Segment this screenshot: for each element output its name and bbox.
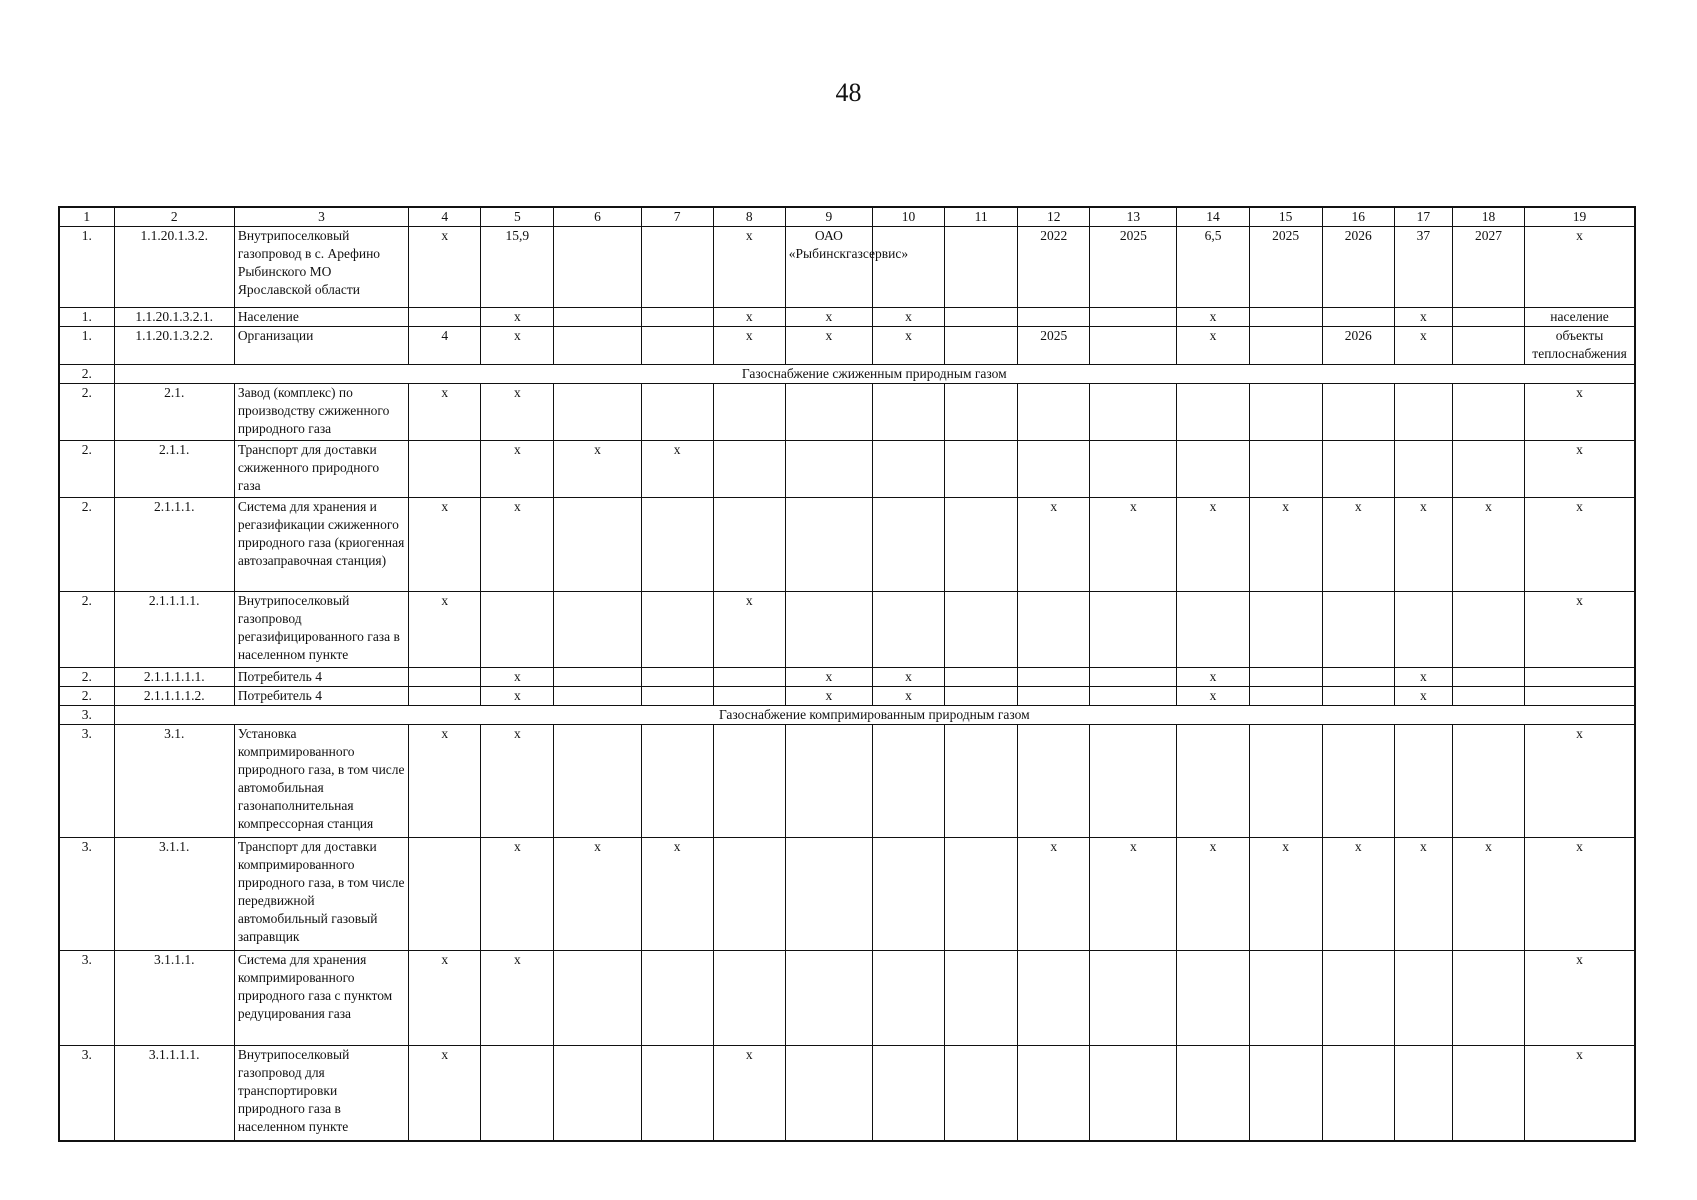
table-cell: x — [872, 308, 944, 327]
table-cell — [554, 327, 641, 365]
table-cell — [554, 384, 641, 441]
table-cell — [641, 725, 713, 838]
table-cell: x — [409, 592, 481, 668]
table-cell — [1322, 951, 1394, 1046]
table-cell — [713, 498, 785, 592]
table-cell — [409, 668, 481, 687]
table-cell — [872, 384, 944, 441]
table-cell: x — [481, 838, 554, 951]
table-cell — [945, 441, 1018, 498]
table-cell — [641, 498, 713, 592]
code-cell: 2.1.1. — [114, 441, 234, 498]
table-cell — [1249, 725, 1322, 838]
table-cell — [1177, 441, 1249, 498]
column-header-9: 9 — [785, 207, 872, 227]
object-name-cell: Потребитель 4 — [234, 668, 408, 687]
table-cell: x — [481, 308, 554, 327]
table-row — [59, 838, 1635, 951]
table-cell — [1249, 308, 1322, 327]
object-name-cell: Организации — [234, 327, 408, 365]
section-row — [59, 365, 1635, 384]
table-cell: 37 — [1394, 227, 1452, 308]
object-name-cell: Внутрипоселковый газопровод в с. Арефино Рыбинского МО Ярославской области — [234, 227, 408, 308]
table-cell — [1452, 308, 1524, 327]
table-cell — [554, 592, 641, 668]
table-cell — [641, 951, 713, 1046]
table-cell — [945, 327, 1018, 365]
table-cell: x — [872, 327, 944, 365]
section-title: Газоснабжение сжиженным природным газом — [114, 365, 1635, 384]
table-cell — [713, 725, 785, 838]
table-cell — [1394, 592, 1452, 668]
table-cell — [872, 725, 944, 838]
table-cell — [1452, 1046, 1524, 1141]
table-cell — [945, 838, 1018, 951]
column-header-18: 18 — [1452, 207, 1524, 227]
object-name-cell: Транспорт для доставки сжиженного природного газа — [234, 441, 408, 498]
table-cell: x — [481, 327, 554, 365]
table-row — [59, 308, 1635, 327]
table-row — [59, 1046, 1635, 1141]
table-cell — [554, 951, 641, 1046]
table-cell: x — [713, 327, 785, 365]
table-cell: x — [1394, 308, 1452, 327]
table-cell: 2. — [59, 498, 114, 592]
table-cell: x — [1394, 327, 1452, 365]
table-cell: x — [409, 1046, 481, 1141]
table-cell: x — [785, 308, 872, 327]
table-cell: x — [872, 668, 944, 687]
table-cell — [409, 687, 481, 706]
table-cell: x — [481, 498, 554, 592]
object-name-cell: Внутрипоселковый газопровод регазифицированного газа в населенном пункте — [234, 592, 408, 668]
code-cell: 1.1.20.1.3.2.2. — [114, 327, 234, 365]
table-cell — [1018, 308, 1090, 327]
table-cell — [1322, 308, 1394, 327]
table-cell — [1452, 668, 1524, 687]
table-cell — [1322, 592, 1394, 668]
table-cell — [641, 327, 713, 365]
table-cell: x — [1090, 838, 1177, 951]
table-row — [59, 327, 1635, 365]
table-cell: x — [1322, 498, 1394, 592]
table-cell: x — [409, 384, 481, 441]
section-title: Газоснабжение компримированным природным газом — [114, 706, 1635, 725]
table-cell: x — [1525, 592, 1635, 668]
table-cell: x — [1525, 441, 1635, 498]
table-cell — [945, 687, 1018, 706]
table-cell — [1090, 327, 1177, 365]
table-cell: x — [409, 498, 481, 592]
table-cell: x — [1394, 498, 1452, 592]
table-row — [59, 668, 1635, 687]
object-name-cell: Система для хранения компримированного природного газа с пунктом редуцирования газа — [234, 951, 408, 1046]
table-cell — [1177, 725, 1249, 838]
table-cell — [945, 592, 1018, 668]
table-cell — [785, 498, 872, 592]
table-cell: 3. — [59, 951, 114, 1046]
section-row — [59, 706, 1635, 725]
object-name-cell: Система для хранения и регазификации сжиженного природного газа (криогенная автозаправочная станция) — [234, 498, 408, 592]
table-cell: 2022 — [1018, 227, 1090, 308]
code-cell: 2.1.1.1.1.1. — [114, 668, 234, 687]
table-cell — [945, 1046, 1018, 1141]
table-cell — [713, 441, 785, 498]
table-cell: x — [713, 592, 785, 668]
column-header-11: 11 — [945, 207, 1018, 227]
table-cell: 15,9 — [481, 227, 554, 308]
table-cell — [1090, 1046, 1177, 1141]
table-cell — [641, 227, 713, 308]
table-row — [59, 951, 1635, 1046]
table-cell — [1018, 1046, 1090, 1141]
table-row — [59, 384, 1635, 441]
table-cell: x — [481, 441, 554, 498]
table-cell — [1090, 384, 1177, 441]
column-header-6: 6 — [554, 207, 641, 227]
table-cell: x — [641, 441, 713, 498]
table-cell: объекты теплоснабжения — [1525, 327, 1635, 365]
table-cell: население — [1525, 308, 1635, 327]
table-cell: x — [1394, 687, 1452, 706]
table-cell — [554, 308, 641, 327]
table-cell — [1090, 592, 1177, 668]
table-body — [59, 227, 1635, 1141]
column-header-19: 19 — [1525, 207, 1635, 227]
table-cell — [713, 838, 785, 951]
table-cell — [785, 838, 872, 951]
table-cell — [1018, 687, 1090, 706]
table-cell — [1018, 592, 1090, 668]
table-cell — [1090, 441, 1177, 498]
table-cell — [1249, 384, 1322, 441]
table-cell — [409, 838, 481, 951]
table-cell: 2. — [59, 441, 114, 498]
section-number: 3. — [59, 706, 114, 725]
table-cell: x — [1177, 687, 1249, 706]
table-cell — [1177, 384, 1249, 441]
table-cell — [1018, 384, 1090, 441]
table-cell — [872, 498, 944, 592]
table-cell: 2025 — [1018, 327, 1090, 365]
table-cell: x — [1525, 838, 1635, 951]
table-cell — [1249, 951, 1322, 1046]
table-cell: x — [1525, 384, 1635, 441]
table-cell — [554, 687, 641, 706]
table-cell: 2027 — [1452, 227, 1524, 308]
gas-supply-table — [58, 206, 1636, 1142]
column-header-1: 1 — [59, 207, 114, 227]
table-cell — [1177, 592, 1249, 668]
table-cell — [785, 441, 872, 498]
table-cell — [1322, 668, 1394, 687]
table-cell: x — [1525, 725, 1635, 838]
code-cell: 3.1. — [114, 725, 234, 838]
table-cell — [945, 668, 1018, 687]
table-cell — [1525, 668, 1635, 687]
page-number: 48 — [835, 78, 862, 107]
table-cell: x — [1177, 668, 1249, 687]
table-cell: x — [713, 227, 785, 308]
table-cell — [1090, 725, 1177, 838]
code-cell: 2.1.1.1. — [114, 498, 234, 592]
table-cell — [409, 308, 481, 327]
table-cell: 4 — [409, 327, 481, 365]
table-cell — [945, 725, 1018, 838]
table-cell: x — [1452, 498, 1524, 592]
code-cell: 1.1.20.1.3.2. — [114, 227, 234, 308]
column-number-row — [59, 207, 1635, 227]
table-row — [59, 227, 1635, 308]
table-cell — [945, 498, 1018, 592]
code-cell: 1.1.20.1.3.2.1. — [114, 308, 234, 327]
table-cell — [641, 384, 713, 441]
table-cell — [785, 592, 872, 668]
table-cell: x — [872, 687, 944, 706]
table-cell — [945, 951, 1018, 1046]
table-cell — [1394, 441, 1452, 498]
object-name-cell: Население — [234, 308, 408, 327]
code-cell: 2.1. — [114, 384, 234, 441]
column-header-8: 8 — [713, 207, 785, 227]
table-cell: x — [481, 668, 554, 687]
column-header-17: 17 — [1394, 207, 1452, 227]
table-cell: x — [554, 838, 641, 951]
column-header-14: 14 — [1177, 207, 1249, 227]
table-cell — [554, 1046, 641, 1141]
table-cell — [1452, 725, 1524, 838]
table-cell: 2025 — [1090, 227, 1177, 308]
column-header-10: 10 — [872, 207, 944, 227]
table-row — [59, 441, 1635, 498]
table-cell: x — [1177, 308, 1249, 327]
code-cell: 3.1.1. — [114, 838, 234, 951]
table-cell — [641, 668, 713, 687]
table-cell — [641, 687, 713, 706]
table-cell: x — [1177, 838, 1249, 951]
table-cell: 2026 — [1322, 327, 1394, 365]
table-row — [59, 592, 1635, 668]
table-cell — [1249, 687, 1322, 706]
table-cell — [1322, 441, 1394, 498]
table-cell — [1322, 725, 1394, 838]
table-cell: 1. — [59, 327, 114, 365]
table-cell — [872, 441, 944, 498]
table-cell — [481, 1046, 554, 1141]
table-cell: 2. — [59, 384, 114, 441]
table-cell: x — [713, 308, 785, 327]
table-cell — [554, 498, 641, 592]
table-cell — [1394, 384, 1452, 441]
table-cell — [1018, 441, 1090, 498]
table-cell: x — [1525, 1046, 1635, 1141]
code-cell: 3.1.1.1. — [114, 951, 234, 1046]
table-cell — [1249, 592, 1322, 668]
table-cell — [1177, 1046, 1249, 1141]
table-row — [59, 725, 1635, 838]
table-cell — [554, 668, 641, 687]
table-cell — [945, 384, 1018, 441]
table-cell — [713, 687, 785, 706]
table-cell: x — [1018, 838, 1090, 951]
table-cell — [1452, 592, 1524, 668]
object-name-cell: Внутрипоселковый газопровод для транспортировки природного газа в населенном пункте — [234, 1046, 408, 1141]
code-cell: 2.1.1.1.1.2. — [114, 687, 234, 706]
table-cell — [1452, 687, 1524, 706]
table-cell: x — [481, 687, 554, 706]
table-cell — [1090, 308, 1177, 327]
table-cell — [481, 592, 554, 668]
table-cell: x — [1249, 498, 1322, 592]
table-cell: x — [481, 384, 554, 441]
column-header-3: 3 — [234, 207, 408, 227]
table-cell — [872, 227, 944, 308]
table-cell — [1525, 687, 1635, 706]
table-cell: x — [1394, 668, 1452, 687]
table-cell — [1394, 1046, 1452, 1141]
table-cell: x — [1525, 951, 1635, 1046]
table-cell — [872, 592, 944, 668]
table-cell — [1249, 441, 1322, 498]
table-cell — [409, 441, 481, 498]
table-cell: x — [481, 725, 554, 838]
table-cell — [641, 308, 713, 327]
table-cell — [1177, 951, 1249, 1046]
table-cell — [1394, 951, 1452, 1046]
table-cell: 3. — [59, 1046, 114, 1141]
column-header-5: 5 — [481, 207, 554, 227]
table-cell — [872, 951, 944, 1046]
table-cell — [1322, 687, 1394, 706]
table-cell: 2026 — [1322, 227, 1394, 308]
column-header-15: 15 — [1249, 207, 1322, 227]
table-cell: x — [1452, 838, 1524, 951]
table-cell: 2. — [59, 592, 114, 668]
table-cell: 2. — [59, 668, 114, 687]
table-cell: x — [1525, 227, 1635, 308]
column-header-12: 12 — [1018, 207, 1090, 227]
table-cell: x — [1525, 498, 1635, 592]
table-cell — [554, 227, 641, 308]
table-cell: x — [409, 725, 481, 838]
table-cell — [1249, 327, 1322, 365]
object-name-cell: Транспорт для доставки компримированного природного газа, в том числе передвижной автомобильный газовый заправщик — [234, 838, 408, 951]
table-cell: x — [1018, 498, 1090, 592]
table-row — [59, 687, 1635, 706]
table-cell — [785, 384, 872, 441]
table-cell — [1249, 668, 1322, 687]
table-cell — [1394, 725, 1452, 838]
object-name-cell: Потребитель 4 — [234, 687, 408, 706]
table-cell — [872, 838, 944, 951]
table-cell — [785, 951, 872, 1046]
table-cell: x — [1249, 838, 1322, 951]
table-cell: 1. — [59, 227, 114, 308]
table-cell — [1452, 384, 1524, 441]
table-cell — [641, 1046, 713, 1141]
table-cell — [1090, 687, 1177, 706]
table-cell: x — [641, 838, 713, 951]
column-header-16: 16 — [1322, 207, 1394, 227]
table-cell — [1249, 1046, 1322, 1141]
table-cell — [641, 592, 713, 668]
table-cell — [1090, 668, 1177, 687]
table-cell — [1452, 441, 1524, 498]
table-cell: x — [481, 951, 554, 1046]
table-cell: x — [785, 668, 872, 687]
table-cell: x — [554, 441, 641, 498]
table-cell: 3. — [59, 838, 114, 951]
table-cell — [554, 725, 641, 838]
table-cell — [713, 951, 785, 1046]
table-cell — [785, 1046, 872, 1141]
table-cell — [872, 1046, 944, 1141]
object-name-cell: Завод (комплекс) по производству сжиженного природного газа — [234, 384, 408, 441]
column-header-13: 13 — [1090, 207, 1177, 227]
section-number: 2. — [59, 365, 114, 384]
table-cell: 6,5 — [1177, 227, 1249, 308]
table-cell: x — [409, 227, 481, 308]
table-cell — [1452, 951, 1524, 1046]
table-cell — [1090, 951, 1177, 1046]
table-cell: x — [1090, 498, 1177, 592]
object-name-cell: Установка компримированного природного газа, в том числе автомобильная газонаполнительная компрессорная станция — [234, 725, 408, 838]
table-cell: x — [1177, 327, 1249, 365]
table-cell — [713, 668, 785, 687]
table-cell — [1322, 1046, 1394, 1141]
table-row — [59, 498, 1635, 592]
table-cell: 2. — [59, 687, 114, 706]
table-cell: 3. — [59, 725, 114, 838]
column-header-7: 7 — [641, 207, 713, 227]
column-header-4: 4 — [409, 207, 481, 227]
table-cell — [1452, 327, 1524, 365]
table-cell: x — [785, 687, 872, 706]
table-cell — [1018, 951, 1090, 1046]
code-cell: 2.1.1.1.1. — [114, 592, 234, 668]
column-header-2: 2 — [114, 207, 234, 227]
table-cell: x — [713, 1046, 785, 1141]
table-cell: 1. — [59, 308, 114, 327]
table-cell: x — [1322, 838, 1394, 951]
code-cell: 3.1.1.1.1. — [114, 1046, 234, 1141]
table-cell — [713, 384, 785, 441]
table-cell — [1322, 384, 1394, 441]
table-cell — [785, 725, 872, 838]
table-cell: x — [1177, 498, 1249, 592]
table-cell — [945, 308, 1018, 327]
table-cell: x — [1394, 838, 1452, 951]
table-cell: x — [785, 327, 872, 365]
table-cell: ОАО «Рыбинскгазсервис» — [785, 227, 872, 308]
table-cell: 2025 — [1249, 227, 1322, 308]
table-cell: x — [409, 951, 481, 1046]
table-cell — [1018, 668, 1090, 687]
table-cell — [945, 227, 1018, 308]
table-cell — [1018, 725, 1090, 838]
